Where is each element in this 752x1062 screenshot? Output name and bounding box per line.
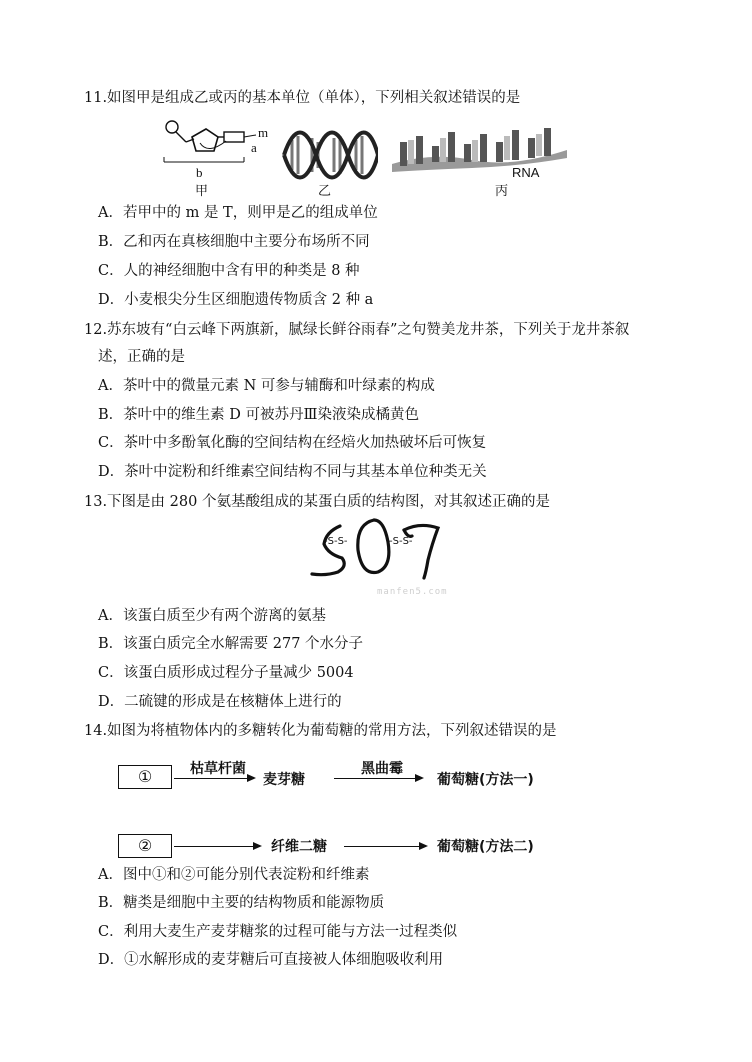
q14-option-a: A．图中①和②可能分别代表淀粉和纤维素	[98, 867, 370, 883]
q11-option-c: C．人的神经细胞中含有甲的种类是 8 种	[98, 263, 360, 279]
q11-option-a: A．若甲中的 m 是 T，则甲是乙的组成单位	[98, 205, 378, 221]
q13-option-c: C．该蛋白质形成过程分子量减少 5004	[98, 665, 354, 681]
q12-option-c: C．茶叶中多酚氧化酶的空间结构在经焙火加热破坏后可恢复	[98, 435, 487, 451]
q13-stem: 13.下图是由 280 个氨基酸组成的某蛋白质的结构图，对其叙述正确的是	[84, 494, 550, 510]
polysaccharide-box-1: ①	[118, 765, 172, 789]
q12-option-a: A．茶叶中的微量元素 N 可参与辅酶和叶绿素的构成	[98, 378, 435, 394]
glucose-method2-label: 葡萄糖(方法二)	[437, 839, 534, 855]
rna-strand	[392, 122, 567, 178]
label-b: b	[196, 165, 203, 180]
maltose-label: 麦芽糖	[263, 772, 305, 788]
disulfide-bond-1: -S-S-	[324, 536, 348, 547]
arrow-1	[174, 778, 254, 779]
enzyme-label-1: 枯草杆菌	[190, 761, 246, 777]
label-jia: 甲	[195, 184, 209, 199]
q12-stem-line2: 述，正确的是	[98, 349, 185, 365]
q11-option-d: D．小麦根尖分生区细胞遗传物质含 2 种 a	[98, 292, 374, 308]
arrow-4	[344, 846, 426, 847]
q11-option-b: B．乙和丙在真核细胞中主要分布场所不同	[98, 234, 370, 250]
q13-option-a: A．该蛋白质至少有两个游离的氨基	[98, 608, 326, 624]
q14-stem: 14.如图为将植物体内的多糖转化为葡萄糖的常用方法，下列叙述错误的是	[84, 723, 557, 739]
q14-option-c: C．利用大麦生产麦芽糖浆的过程可能与方法一过程类似	[98, 924, 458, 940]
protein-structure-diagram	[308, 514, 448, 582]
q13-option-b: B．该蛋白质完全水解需要 277 个水分子	[98, 636, 364, 652]
q11-stem: 11.如图甲是组成乙或丙的基本单位（单体），下列相关叙述错误的是	[84, 90, 521, 106]
disulfide-bond-2: -S-S-	[389, 536, 413, 547]
q12-stem-line1: 12.苏东坡有“白云峰下两旗新，腻绿长鲜谷雨春”之句赞美龙井茶，下列关于龙井茶叙	[84, 322, 630, 338]
label-m: m	[258, 125, 269, 140]
watermark: manfen5.com	[377, 587, 448, 597]
q14-option-b: B．糖类是细胞中主要的结构物质和能源物质	[98, 895, 385, 911]
label-yi: 乙	[318, 184, 332, 199]
q13-option-d: D．二硫键的形成是在核糖体上进行的	[98, 694, 342, 710]
dna-double-helix	[282, 130, 378, 180]
label-a: a	[251, 140, 257, 155]
arrow-3	[174, 846, 260, 847]
polysaccharide-box-2: ②	[118, 834, 172, 858]
q12-option-d: D．茶叶中淀粉和纤维素空间结构不同与其基本单位种类无关	[98, 464, 487, 480]
arrow-2	[334, 778, 422, 779]
q14-option-d: D．①水解形成的麦芽糖后可直接被人体细胞吸收利用	[98, 952, 444, 968]
label-bing: 丙	[495, 184, 509, 199]
q12-option-b: B．茶叶中的维生素 D 可被苏丹Ⅲ染液染成橘黄色	[98, 407, 419, 423]
label-rna: RNA	[512, 165, 540, 180]
glucose-method1-label: 葡萄糖(方法一)	[437, 772, 534, 788]
enzyme-label-2: 黑曲霉	[361, 761, 403, 777]
cellobiose-label: 纤维二糖	[271, 839, 327, 855]
